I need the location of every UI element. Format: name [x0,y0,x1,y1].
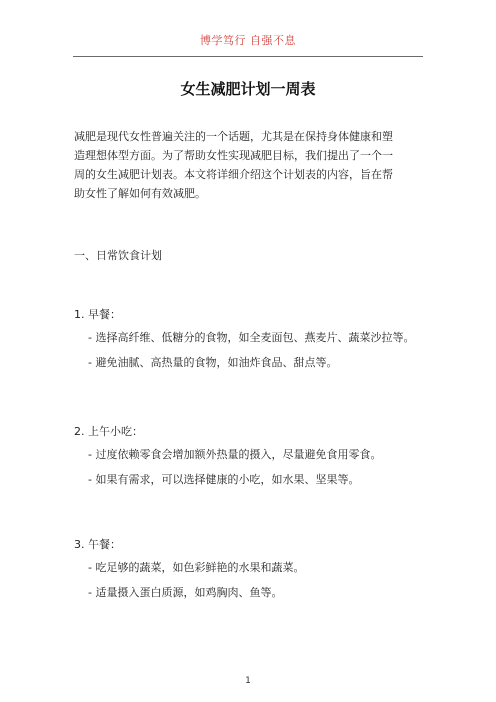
page-number: 1 [245,676,251,686]
meal-label: 1. 早餐： [74,308,121,321]
intro-line: 助女性了解如何有效减肥。 [74,187,206,200]
meal-label: 3. 午餐： [74,538,121,551]
meal-bullet: - 过度依赖零食会增加额外热量的摄入，尽量避免食用零食。 [88,448,382,461]
meal-bullet: - 如果有需求，可以选择健康的小吃，如水果、坚果等。 [88,473,360,486]
meal-bullet: - 吃足够的蔬菜，如色彩鲜艳的水果和蔬菜。 [88,561,305,574]
meal-bullet: - 选择高纤维、低糖分的食物，如全麦面包、燕麦片、蔬菜沙拉等。 [88,331,415,344]
meal-block-morning-snack [74,424,444,488]
document-title: 女生减肥计划一周表 [180,80,316,98]
meal-label: 2. 上午小吃： [74,425,143,438]
meal-bullet: - 避免油腻、高热量的食物，如油炸食品、甜点等。 [88,356,338,369]
meal-block-lunch [74,537,444,601]
meal-block-breakfast [74,307,444,371]
meal-bullet: - 适量摄入蛋白质源，如鸡胸肉、鱼等。 [88,586,283,599]
intro-line: 减肥是现代女性普遍关注的一个话题，尤其是在保持身体健康和塑 [74,130,393,143]
intro-line: 造理想体型方面。为了帮助女性实现减肥目标，我们提出了一个一 [74,149,393,162]
intro-paragraph [74,127,429,203]
section-heading: 一、日常饮食计划 [74,249,162,262]
intro-line: 周的女生减肥计划表。本文将详细介绍这个计划表的内容，旨在帮 [74,168,393,181]
header-divider [73,56,423,57]
header-motto: 博学笃行 自强不息 [200,34,296,47]
